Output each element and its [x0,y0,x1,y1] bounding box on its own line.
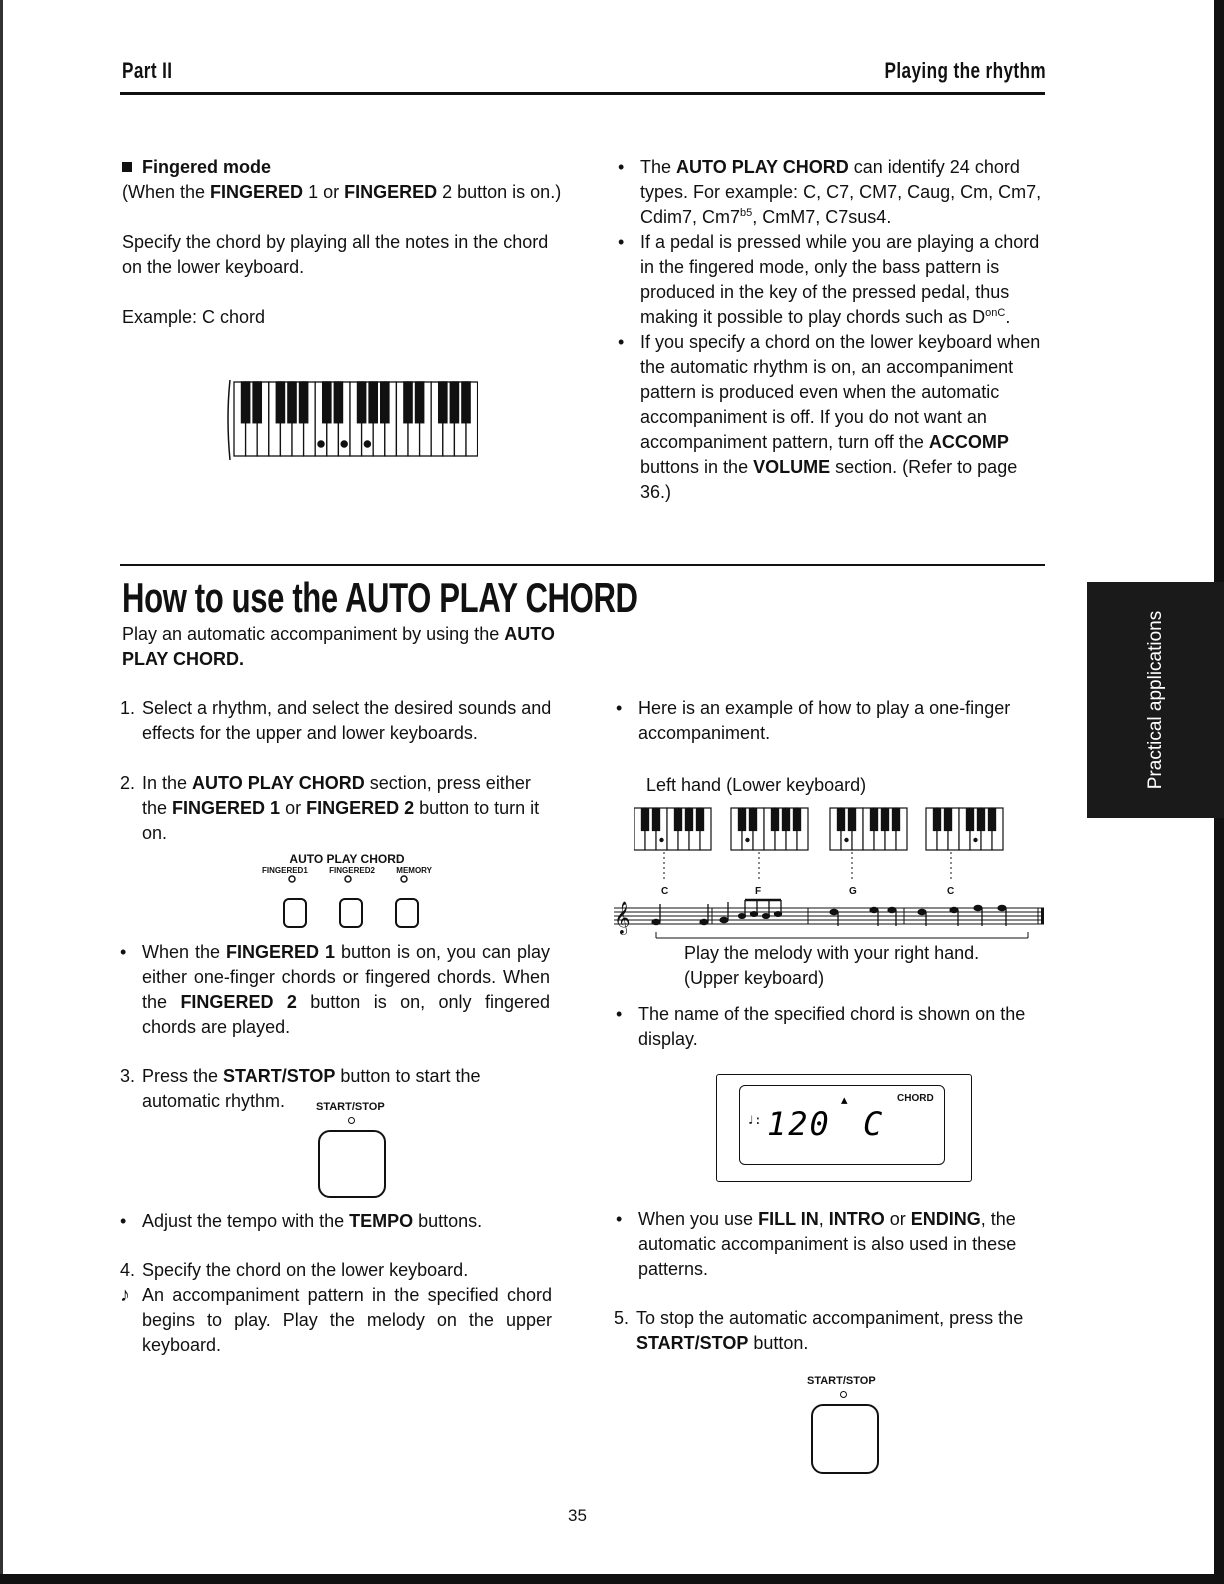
melody-caption-upper: (Upper keyboard) [684,968,825,988]
c-chord-keyboard-illustration [222,378,478,462]
fingered1-led-icon [289,876,295,882]
header-section-title: Playing the rhythm [884,58,1046,83]
square-bullet-icon [122,162,132,172]
step-5: 5. To stop the automatic accompaniment, press the START/STOP button. [614,1308,1024,1353]
steps-1-2 [120,696,552,846]
fill-in-note: • When you use FILL IN, INTRO or ENDING, the automatic accompaniment is also used in these patterns. [616,1207,1046,1282]
memory-label: MEMORY [396,866,432,875]
page-number: 35 [568,1506,587,1525]
start-stop-label-2: START/STOP [807,1375,876,1387]
fingered1-button[interactable] [283,898,307,928]
fingered-mode-instruction: Specify the chord by playing all the notes in the chord on the lower keyboard. [122,232,549,277]
step-1: 1. Select a rhythm, and select the desired sounds and effects for the upper and lower keyboards. [120,698,552,743]
fingered-mode-block [122,155,562,330]
tempo-note: • Adjust the tempo with the TEMPO buttons. [120,1209,552,1234]
left-hand-label: Left hand (Lower keyboard) [646,775,867,795]
fingered-mode-heading: Fingered mode [122,155,562,180]
fingered-buttons-note: • When the FINGERED 1 button is on, you can play either one-finger chords or fingered chords. When the FINGERED 2 button is on, only fingered chords are played. [120,940,550,1040]
page-edge-bottom [0,1574,1224,1584]
step-4: 4. Specify the chord on the lower keyboard. ♪ An accompaniment pattern in the specified chord begins to play. Play the melody on the upper keyboard. [120,1260,552,1355]
section-rule [120,564,1045,566]
lcd-chord-label: CHORD [897,1093,934,1104]
fingered2-button[interactable] [339,898,363,928]
lcd-note-icon: ♩: [747,1113,762,1127]
chord-letter-c1: C [661,886,669,897]
eighth-note-icon: ♪ [120,1284,130,1306]
auto-play-chord-panel [262,852,432,875]
chord-types-note: • The AUTO PLAY CHORD can identify 24 chord types. For example: C, C7, CM7, Caug, Cm, Cm7, Cdim7, $Cm7^{b5}$, CmM7, C7sus4. [618,155,1046,230]
start-stop-button-1[interactable] [318,1130,386,1198]
chord-letter-guides [640,852,980,894]
header-rule [120,92,1045,95]
chord-letter-f: F [755,886,762,897]
one-finger-keyboards [634,806,1014,852]
accomp-note: • If you specify a chord on the lower keyboard when the automatic rhythm is on, an accompaniment pattern is produced even when the automatic accompaniment is off. If you do not want an accompaniment pattern, turn off the ACCOMP buttons in the VOLUME section. (Refer to page 36.) [618,330,1046,505]
one-finger-example-intro: • Here is an example of how to play a one-finger accompaniment. [616,696,1046,746]
fingered2-led-icon [345,876,351,882]
pedal-note: • If a pedal is pressed while you are playing a chord in the fingered mode, only the bass pattern is produced in the key of the pressed pedal, thus making it possible to play chords such as $D^{onC}$. [618,230,1046,330]
start-stop-led-icon-2 [840,1391,847,1398]
chord-letter-g: G [849,886,857,897]
fingered1-label: FINGERED1 [262,866,308,875]
start-stop-label-1: START/STOP [316,1101,385,1113]
memory-button[interactable] [395,898,419,928]
step-3: 3. Press the START/STOP button to start the automatic rhythm. [120,1066,481,1111]
memory-led-icon [401,876,407,882]
treble-clef-icon: 𝄞 [614,901,631,934]
header-part: Part II [122,58,173,83]
lcd-display [716,1074,972,1182]
step-2: 2. In the AUTO PLAY CHORD section, press either the FINGERED 1 or FINGERED 2 button to turn it on. [120,773,540,843]
display-note: • The name of the specified chord is shown on the display. [616,1002,1046,1052]
chord-letter-c2: C [947,886,955,897]
lcd-tempo-value: 120 [767,1105,831,1143]
start-stop-led-icon-1 [348,1117,355,1124]
metronome-icon: ▴ [841,1093,848,1108]
start-stop-button-2[interactable] [811,1404,879,1474]
auto-play-notes [618,155,1046,505]
melody-caption: Play the melody with your right hand. [684,943,980,963]
fingered-mode-condition: (When the FINGERED 1 or FINGERED 2 button is on.) [122,182,562,202]
fingered2-label: FINGERED2 [329,866,375,875]
fingered-mode-example: Example: C chord [122,307,266,327]
lcd-chord-value: C [863,1105,883,1143]
section-title: How to use the AUTO PLAY CHORD [122,574,638,621]
melody-staff [612,896,1048,944]
page-edge-left [0,0,3,1584]
side-tab-practical-applications: Practical applications [1087,582,1224,818]
panel-title: AUTO PLAY CHORD [289,852,405,866]
section-intro: Play an automatic accompaniment by using the AUTO PLAY CHORD. [122,624,555,669]
